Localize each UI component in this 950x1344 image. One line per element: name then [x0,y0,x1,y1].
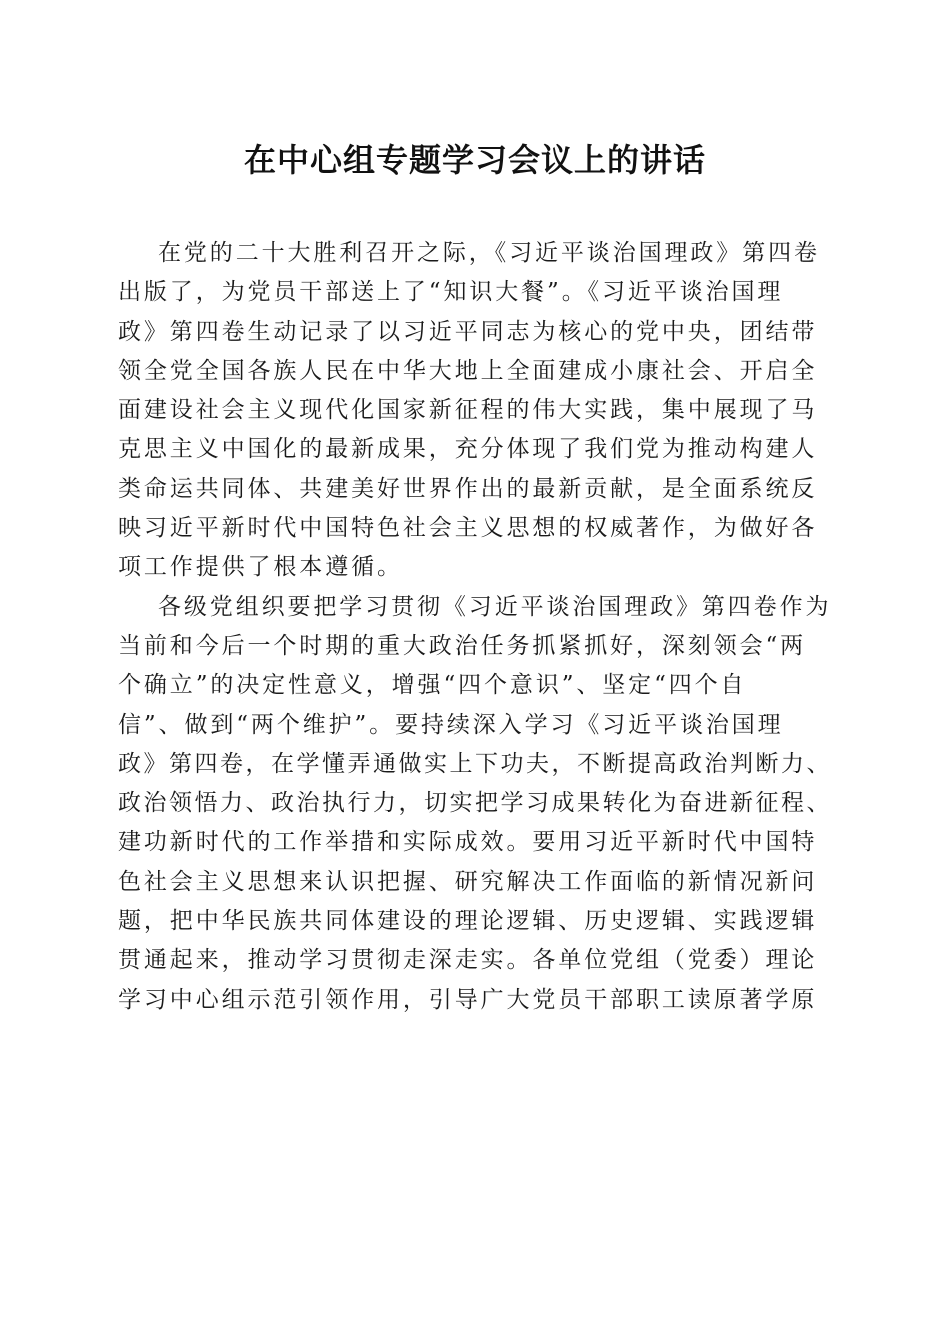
document-title: 在中心组专题学习会议上的讲话 [243,141,706,179]
text-line: 政》第四卷，在学懂弄通做实上下功夫，不断提高政治判断力、 [118,750,832,777]
text-line: 面建设社会主义现代化国家新征程的伟大实践，集中展现了马 [118,397,818,424]
text-line: 政治领悟力、政治执行力，切实把学习成果转化为奋进新征程、 [118,790,832,817]
text-line: 各级党组织要把学习贯彻《习近平谈治国理政》第四卷作为 [158,593,832,620]
text-line: 个确立”的决定性意义，增强“四个意识”、坚定“四个自 [118,672,747,699]
text-line: 政》第四卷生动记录了以习近平同志为核心的党中央，团结带 [118,318,818,345]
text-line: 类命运共同体、共建美好世界作出的最新贡献，是全面系统反 [118,475,818,502]
text-line: 出版了，为党员干部送上了“知识大餐”。《习近平谈治国理 [118,279,784,306]
text-line: 信”、做到“两个维护”。要持续深入学习《习近平谈治国理 [118,711,784,738]
paragraph-2 [118,588,834,1020]
text-line: 映习近平新时代中国特色社会主义思想的权威著作，为做好各 [118,515,818,542]
document-body [118,234,834,1020]
text-line: 学习中心组示范引领作用，引导广大党员干部职工读原著学原 [118,986,818,1013]
text-line: 在党的二十大胜利召开之际，《习近平谈治国理政》第四卷 [158,240,820,266]
text-line: 项工作提供了根本遵循。 [118,554,403,581]
text-line: 克思主义中国化的最新成果，充分体现了我们党为推动构建人 [118,436,818,463]
text-line: 色社会主义思想来认识把握、研究解决工作面临的新情况新问 [118,868,818,895]
text-line: 题，把中华民族共同体建设的理论逻辑、历史逻辑、实践逻辑 [118,908,818,935]
text-line: 建功新时代的工作举措和实际成效。要用习近平新时代中国特 [118,829,818,856]
text-line: 贯通起来，推动学习贯彻走深走实。各单位党组（党委）理论 [118,947,818,974]
text-line: 当前和今后一个时期的重大政治任务抓紧抓好，深刻领会“两 [118,632,807,659]
paragraph-1 [118,234,834,588]
text-line: 领全党全国各族人民在中华大地上全面建成小康社会、开启全 [118,357,818,384]
